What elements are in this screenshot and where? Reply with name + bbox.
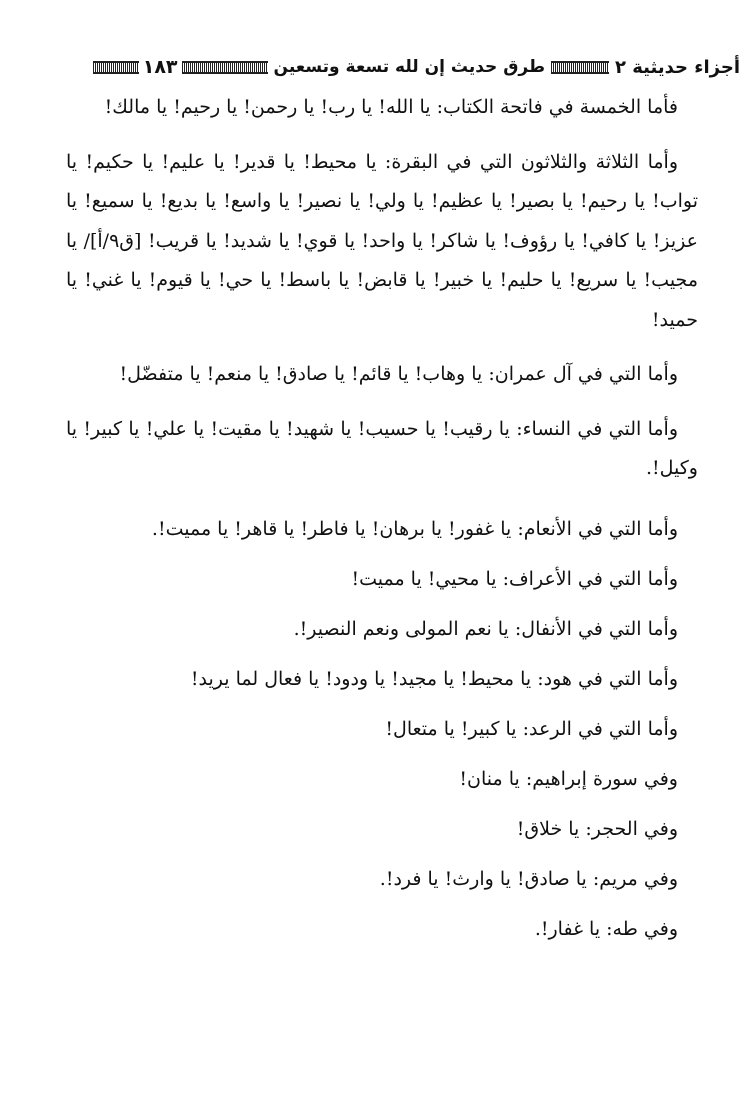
line-anfal: وأما التي في الأنفال: يا نعم المولى ونعم النصير!. [293, 617, 678, 640]
header-divider [182, 61, 268, 74]
header-chapter-title: طرق حديث إن لله تسعة وتسعين [273, 57, 545, 77]
page-number: ١٨٣ [142, 56, 178, 78]
line-hijr: وفي الحجر: يا خلاق! [516, 817, 678, 840]
page-body [66, 88, 698, 954]
line-rad: وأما التي في الرعد: يا كبير! يا متعال! [385, 717, 678, 740]
header-book-title: أجزاء حديثية ٢ [615, 56, 740, 78]
paragraph-fatiha: فأما الخمسة في فاتحة الكتاب: يا الله! يا رب! يا رحمن! يا رحيم! يا مالك! [104, 96, 678, 118]
line-ibrahim: وفي سورة إبراهيم: يا منان! [459, 767, 678, 790]
paragraph-baqarah: وأما الثلاثة والثلاثون التي في البقرة: يا محيط! يا قدير! يا عليم! يا حكيم! يا تواب! يا رحيم! يا بصير! يا عظيم! يا ولي! يا نصير! يا واسع! يا بديع! يا سميع! يا عزيز! يا كافي! يا رؤوف! يا شاكر! يا واحد! يا قوي! يا شديد! يا قريب! [ق٩/أ]/ يا مجيب! يا سريع! يا حليم! يا خبير! يا قابض! يا باسط! يا حي! يا قيوم! يا غني! يا حميد! [66, 150, 698, 331]
header-divider [551, 61, 609, 74]
line-taha: وفي طه: يا غفار!. [534, 917, 678, 940]
line-hud: وأما التي في هود: يا محيط! يا مجيد! يا ودود! يا فعال لما يريد! [190, 667, 678, 690]
paragraph-nisa: وأما التي في النساء: يا رقيب! يا حسيب! يا شهيد! يا مقيت! يا علي! يا كبير! يا وكيل!. [66, 417, 698, 479]
line-araf: وأما التي في الأعراف: يا محيي! يا مميت! [351, 567, 678, 590]
running-header [92, 52, 740, 82]
line-anam: وأما التي في الأنعام: يا غفور! يا برهان! يا فاطر! يا قاهر! يا مميت!. [151, 517, 678, 540]
header-divider [93, 61, 139, 74]
line-maryam: وفي مريم: يا صادق! يا وارث! يا فرد!. [379, 867, 678, 890]
paragraph-al-imran: وأما التي في آل عمران: يا وهاب! يا قائم! يا صادق! يا منعم! يا متفضّل! [119, 363, 678, 385]
